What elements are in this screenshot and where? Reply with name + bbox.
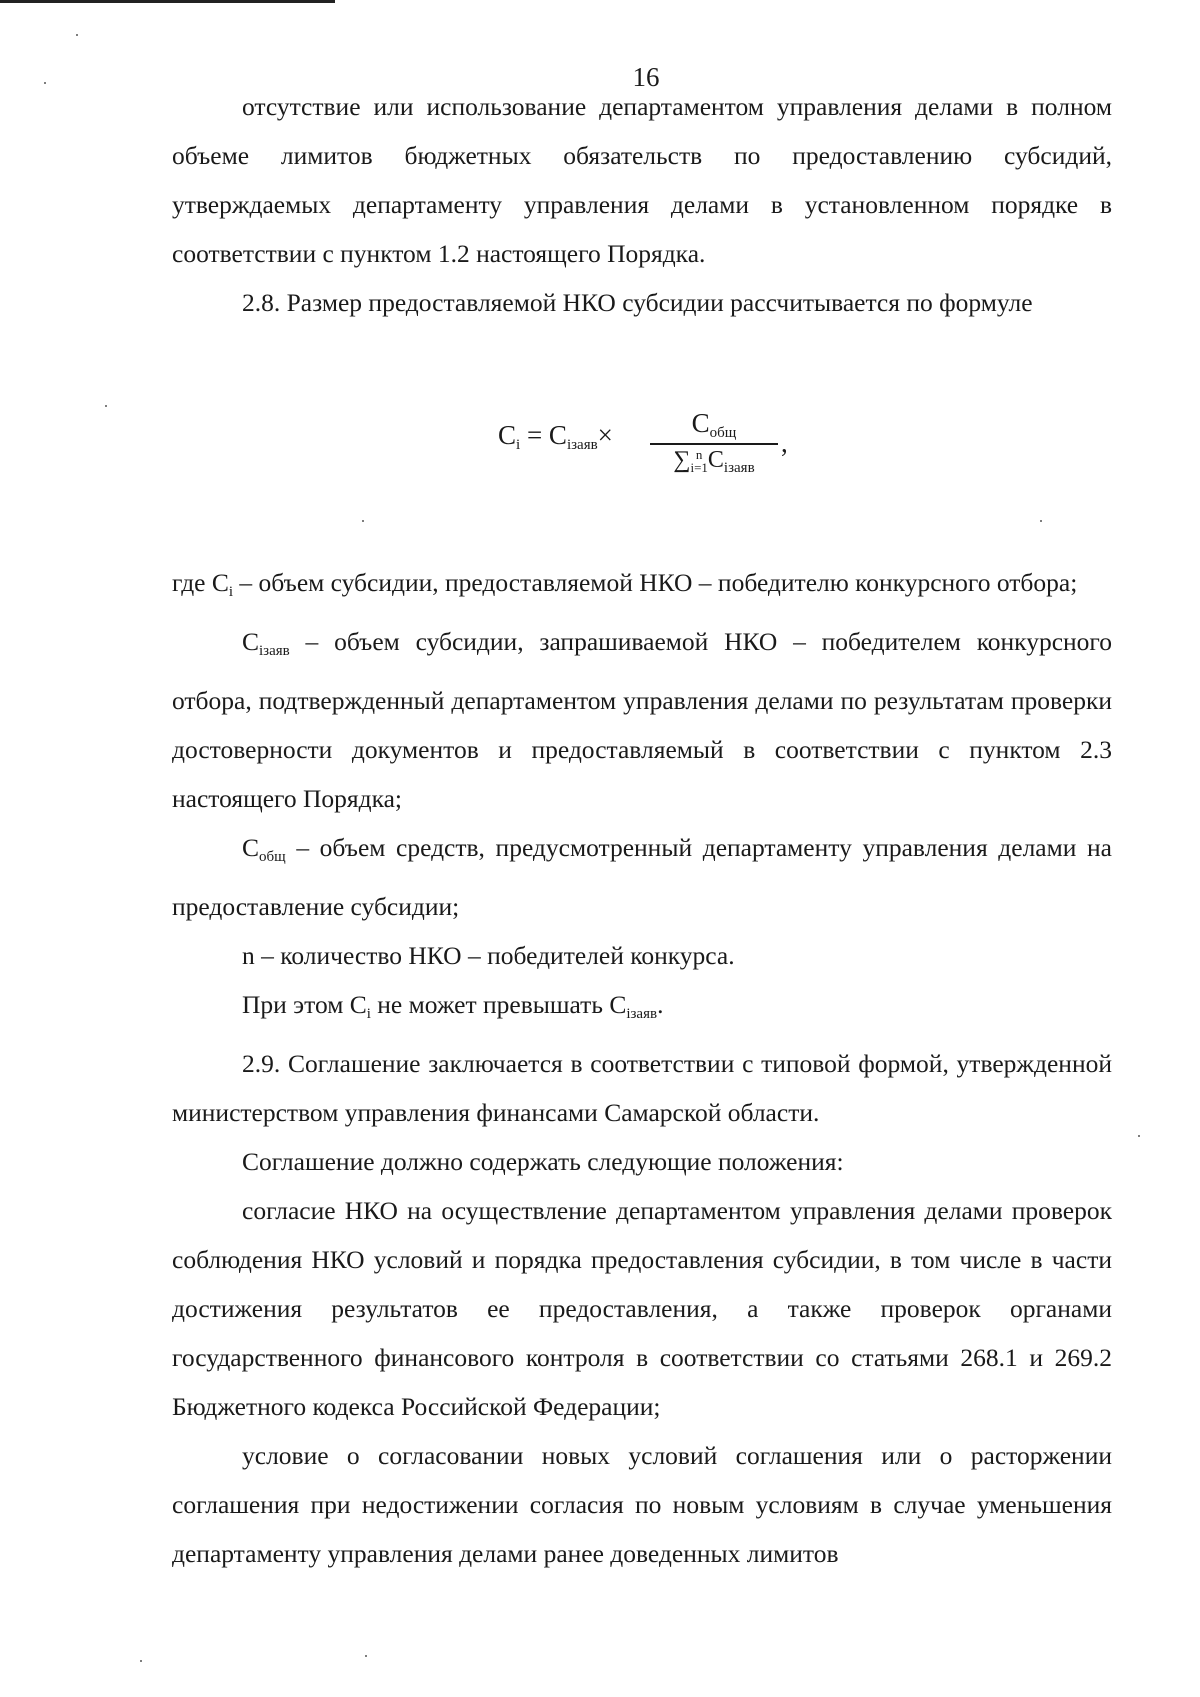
scan-speck xyxy=(1040,520,1042,522)
scan-speck xyxy=(365,1655,367,1657)
sum-limits: n i=1 xyxy=(690,447,708,476)
formula-comma: , xyxy=(781,428,788,458)
scan-speck xyxy=(44,82,46,84)
scan-speck xyxy=(1138,1135,1140,1137)
definition-c-zayav: $C_{iзаяв}$ – объем субсидии, запрашиваемой НКО – победителем конкурсного отбора, подтвержденный департаментом управления делами по результатам проверки достоверности документов и предоставляемый в соответствии с пунктом 2.3 настоящего Порядка; xyxy=(172,627,1112,813)
scan-speck xyxy=(105,405,107,407)
formula-lhs: $C_i = C_{iзаяв}\times$ xyxy=(498,420,613,453)
scan-speck xyxy=(140,1660,142,1662)
scan-edge-line xyxy=(0,0,335,3)
page-number: 16 xyxy=(632,62,660,92)
scan-speck xyxy=(362,520,364,522)
formula-numerator: $C_{общ}$ xyxy=(650,408,778,445)
paragraph-2-8: 2.8. Размер предоставляемой НКО субсидии рассчитывается по формуле xyxy=(242,288,1033,317)
paragraph-conditions: условие о согласовании новых условий соглашения или о расторжении соглашения при недостижении согласия по новым условиям в случае уменьшения департаменту управления делами ранее доведенных лимитов xyxy=(172,1441,1112,1568)
definition-ci: где $C_i$ – объем субсидии, предоставляемой НКО – победителю конкурсного отбора; xyxy=(172,568,1078,600)
definition-n: n – количество НКО – победителей конкурса. xyxy=(242,941,735,970)
formula-denominator: ∑ n $i=1C_{iзаяв}$ xyxy=(673,447,755,476)
paragraph-provisions: Соглашение должно содержать следующие положения: xyxy=(242,1147,844,1176)
body-text-bottom xyxy=(172,558,1112,1578)
paragraph-consent: согласие НКО на осуществление департаментом управления делами проверок соблюдения НКО условий и порядка предоставления субсидии, в том числе в части достижения результатов ее предоставления, а также проверок органами государственного финансового контроля в соответствии со статьями 268.1 и 269.2 Бюджетного кодекса Российской Федерации; xyxy=(172,1196,1112,1421)
subsidy-formula xyxy=(498,408,818,488)
paragraph-2-9: 2.9. Соглашение заключается в соответствии с типовой формой, утвержденной министерством управления финансами Самарской области. xyxy=(172,1049,1112,1127)
body-text-top xyxy=(172,82,1112,327)
definition-c-obsh: $C_{общ}$ – объем средств, предусмотренный департаменту управления делами на предоставление субсидии; xyxy=(172,833,1112,921)
paragraph-limits: отсутствие или использование департаментом управления делами в полном объеме лимитов бюджетных обязательств по предоставлению субсидий, утверждаемых департаменту управления делами в установленном порядке в соответствии с пунктом 1.2 настоящего Порядка. xyxy=(172,92,1112,268)
scan-speck xyxy=(76,34,78,36)
limit-condition: При этом $C_i$ не может превышать $C_{iзаяв}$. xyxy=(242,990,664,1022)
formula-fraction xyxy=(650,408,778,477)
